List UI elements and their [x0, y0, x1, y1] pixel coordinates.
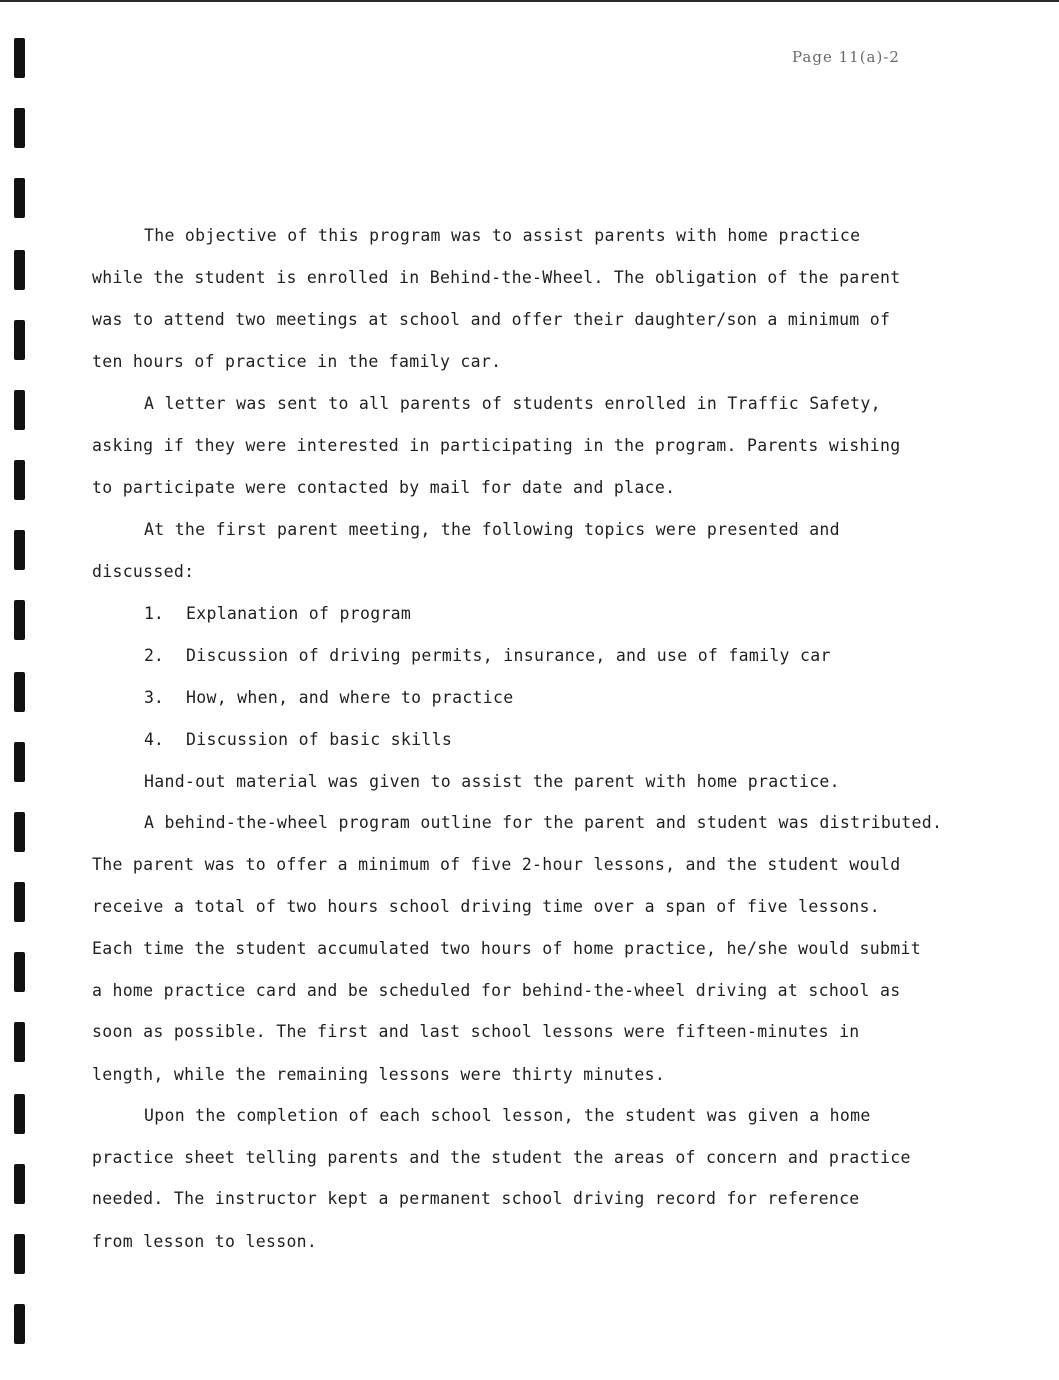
page-number: Page 11(a)-2	[792, 48, 900, 66]
paragraph-line: asking if they were interested in participating in the program. Parents wishing	[92, 436, 901, 455]
punch-hole	[14, 460, 25, 500]
punch-hole	[14, 1164, 25, 1204]
punch-hole	[14, 530, 25, 570]
paragraph-line: while the student is enrolled in Behind-the-Wheel. The obligation of the parent	[92, 268, 901, 287]
list-item-number: 3.	[144, 688, 164, 707]
paragraph-line: Each time the student accumulated two hours of home practice, he/she would submit	[92, 939, 921, 958]
paragraph-line: soon as possible. The first and last school lessons were fifteen-minutes in	[92, 1022, 860, 1041]
list-item: Discussion of basic skills	[186, 730, 453, 749]
paragraph-line: a home practice card and be scheduled for behind-the-wheel driving at school as	[92, 981, 901, 1000]
punch-hole	[14, 178, 25, 218]
punch-hole	[14, 882, 25, 922]
paragraph-line: The parent was to offer a minimum of five 2-hour lessons, and the student would	[92, 855, 901, 874]
paragraph-line: ten hours of practice in the family car.	[92, 352, 502, 371]
paragraph-line: receive a total of two hours school driving time over a span of five lessons.	[92, 897, 881, 916]
paragraph-line: was to attend two meetings at school and offer their daughter/son a minimum of	[92, 310, 891, 329]
paragraph-line: length, while the remaining lessons were thirty minutes.	[92, 1065, 666, 1084]
paragraph-line: needed. The instructor kept a permanent school driving record for reference	[92, 1189, 860, 1208]
page-top-edge	[0, 0, 1059, 2]
punch-hole	[14, 1094, 25, 1134]
punch-hole	[14, 1234, 25, 1274]
punch-hole	[14, 952, 25, 992]
punch-hole	[14, 672, 25, 712]
punch-hole	[14, 1304, 25, 1344]
punch-hole	[14, 250, 25, 290]
punch-hole	[14, 812, 25, 852]
punch-hole	[14, 38, 25, 78]
paragraph-line: from lesson to lesson.	[92, 1232, 318, 1251]
paragraph-line: Hand-out material was given to assist the parent with home practice.	[144, 772, 840, 791]
list-item: Explanation of program	[186, 604, 412, 623]
paragraph-line: Upon the completion of each school lesson, the student was given a home	[144, 1106, 871, 1125]
list-item-number: 4.	[144, 730, 164, 749]
list-item-number: 2.	[144, 646, 164, 665]
paragraph-line: discussed:	[92, 562, 195, 581]
paragraph-line: A letter was sent to all parents of students enrolled in Traffic Safety,	[144, 394, 881, 413]
punch-hole	[14, 742, 25, 782]
list-item: How, when, and where to practice	[186, 688, 514, 707]
paragraph-line: practice sheet telling parents and the student the areas of concern and practice	[92, 1148, 911, 1167]
punch-hole	[14, 1022, 25, 1062]
list-item: Discussion of driving permits, insurance, and use of family car	[186, 646, 831, 665]
paragraph-line: to participate were contacted by mail for date and place.	[92, 478, 676, 497]
punch-hole	[14, 390, 25, 430]
punch-hole	[14, 320, 25, 360]
paragraph-line: A behind-the-wheel program outline for the parent and student was distributed.	[144, 813, 943, 832]
list-item-number: 1.	[144, 604, 164, 623]
binder-punch-strip	[0, 0, 40, 1380]
punch-hole	[14, 600, 25, 640]
punch-hole	[14, 108, 25, 148]
paragraph-line: The objective of this program was to assist parents with home practice	[144, 226, 861, 245]
paragraph-line: At the first parent meeting, the following topics were presented and	[144, 520, 840, 539]
